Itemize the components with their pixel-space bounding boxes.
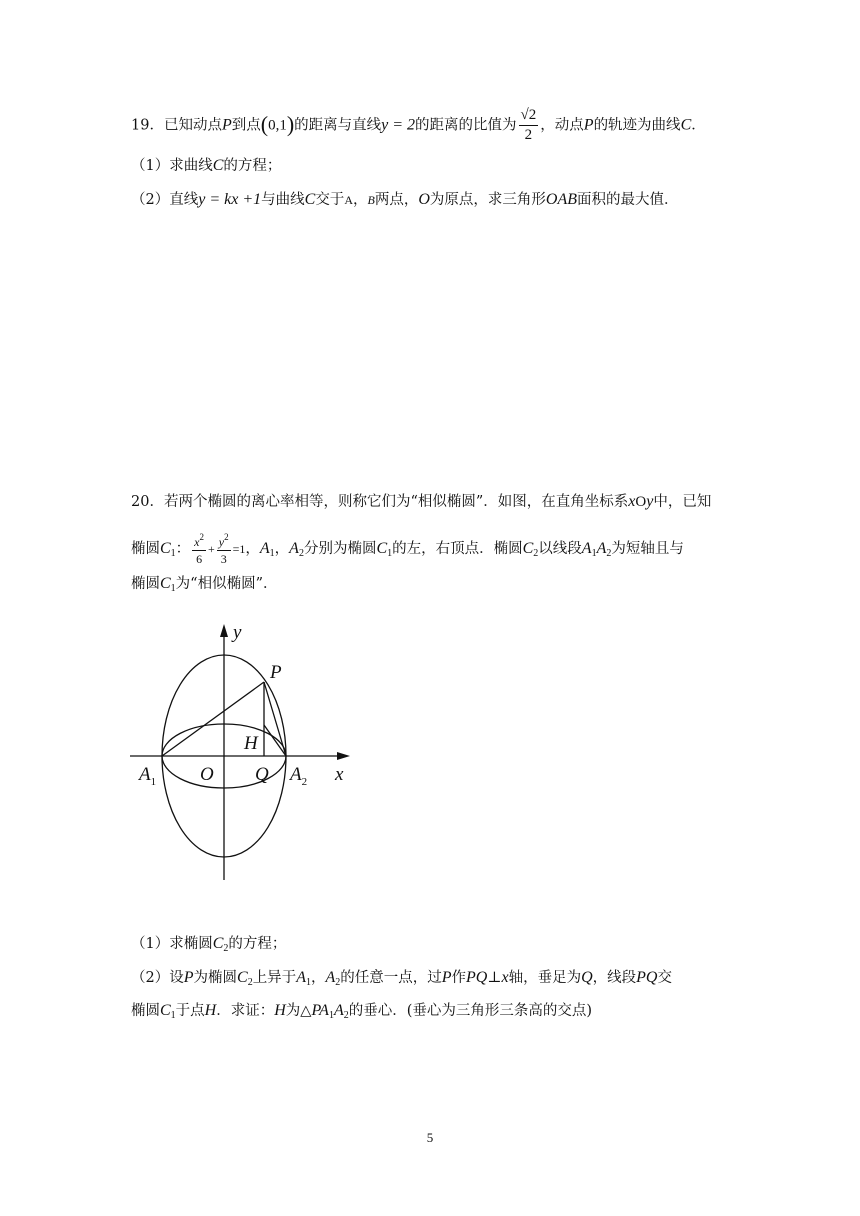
q20-line1: 20．若两个椭圆的离心率相等，则称它们为“相似椭圆”．如图，在直角坐标系xOy中，已知 xyxy=(131,493,712,510)
q19-part1: （1）求曲线C的方程； xyxy=(131,157,282,174)
x-squared-over-6: $\frac{x^2}{6}$ xyxy=(194,532,204,566)
ratio-fraction: $\frac{√2}{2}$ xyxy=(520,107,537,143)
label-x: x xyxy=(335,764,344,785)
x-axis-arrow xyxy=(337,752,350,760)
label-o: O xyxy=(200,764,214,785)
label-a1: $A_1$ xyxy=(139,764,157,788)
ellipse-figure xyxy=(125,618,365,888)
page-number: 5 xyxy=(426,1130,434,1145)
y-squared-over-3: $\frac{y^2}{3}$ xyxy=(218,532,229,566)
q20-part1: （1）求椭圆$C_2$的方程； xyxy=(131,935,287,954)
q20-line3: 椭圆$C_1$为“相似椭圆”． xyxy=(131,575,278,594)
point-0-1: 0,1 xyxy=(268,117,287,134)
segment-h-a2 xyxy=(264,725,286,756)
q19-part2: （2）直线y = kx +1与曲线C交于A，B两点，O为原点，求三角形OAB面积的最大值． xyxy=(131,191,679,208)
y-axis-arrow xyxy=(220,624,228,637)
label-q: Q xyxy=(255,764,269,785)
label-y: y xyxy=(233,622,242,643)
label-p: P xyxy=(270,662,282,683)
q19-line1: 19．已知动点P到点(0,1)的距离与直线y = 2的距离的比值为 $\frac{√2}{2}$ ，动点P的轨迹为曲线C． xyxy=(131,107,706,143)
label-a2: $A_2$ xyxy=(290,764,308,788)
label-h: H xyxy=(244,733,258,754)
q20-part2: （2）设P为椭圆$C_2$上异于$A_1$，$A_2$的任意一点，过P作PQ⊥x轴，垂足为Q，线段PQ交 xyxy=(131,969,672,988)
q20-part2-cont: 椭圆$C_1$于点H．求证：H为$\triangle PA_1A_2$的垂心．(垂心为三角形三条高的交点) xyxy=(131,1002,593,1021)
q20-line2: 椭圆$C_1$： $\frac{x^2}{6}$ + $\frac{y^2}{3}$ =1，$A_1$，$A_2$分别为椭圆$C_1$的左，右顶点．椭圆$C_2$以线段$A_1A_2$为短轴且与 xyxy=(131,532,684,566)
segment-p-a2 xyxy=(264,682,286,756)
